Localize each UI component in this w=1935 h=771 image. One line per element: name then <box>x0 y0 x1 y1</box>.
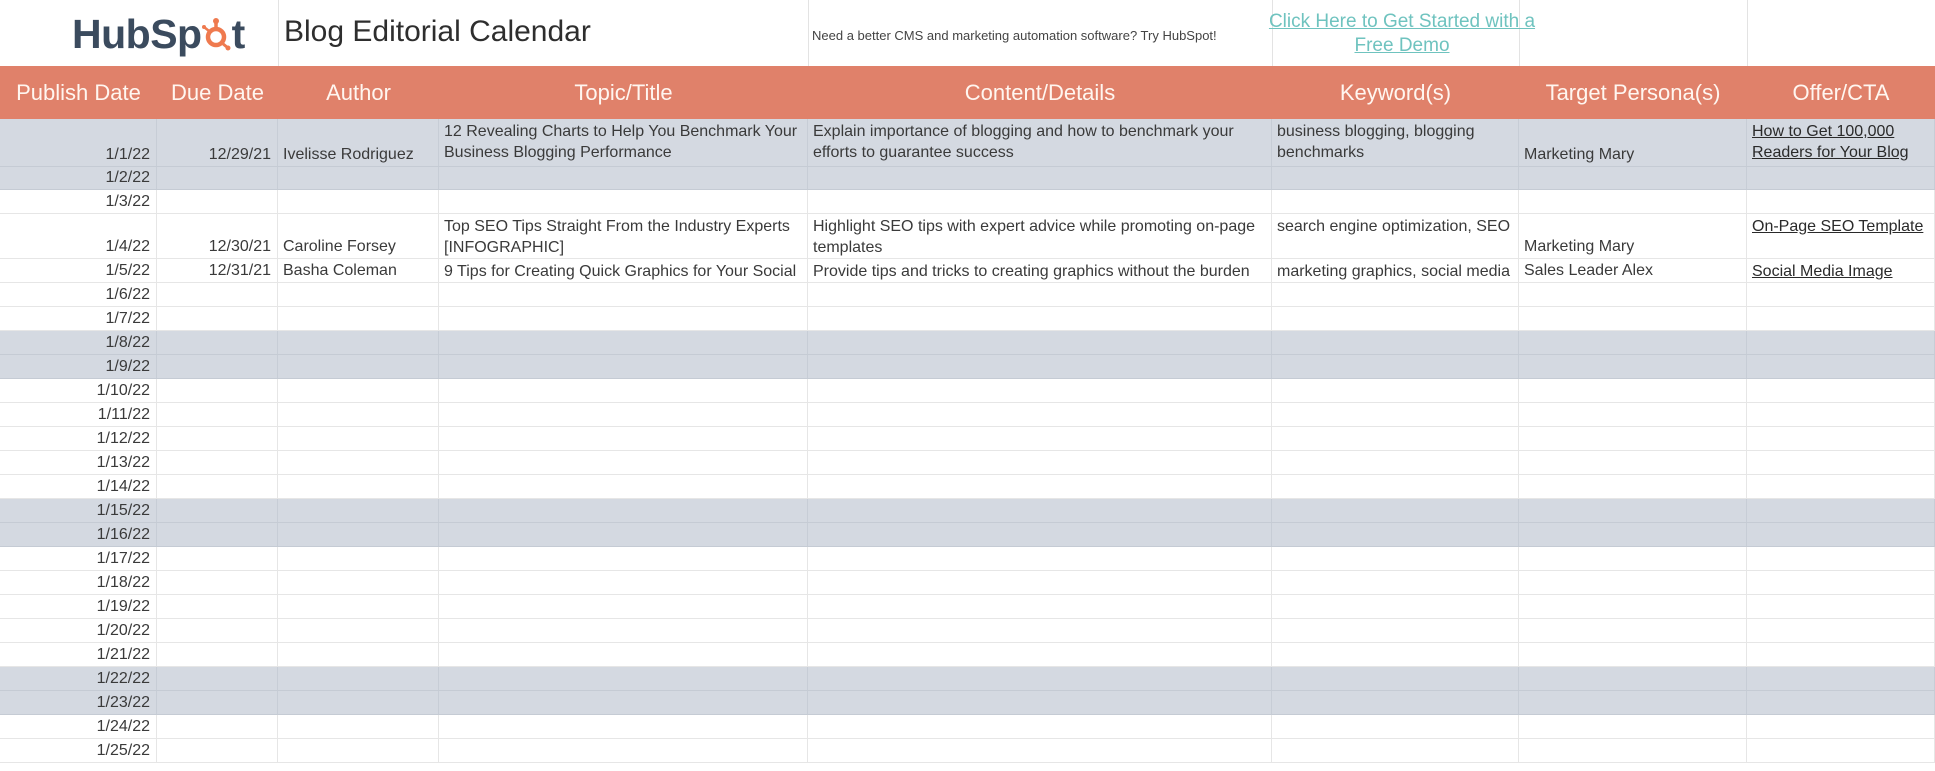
cell-due-date[interactable] <box>157 355 278 378</box>
cell-topic-title[interactable] <box>439 595 808 618</box>
cell-offer-cta[interactable] <box>1747 667 1935 690</box>
author-text: Ivelisse Rodriguez <box>283 146 414 163</box>
cell-content-details[interactable] <box>808 283 1272 306</box>
topic-title-text: 12 Revealing Charts to Help You Benchmark Your Business Blogging Performance <box>444 123 798 161</box>
publish-date-text: 1/16/22 <box>96 526 150 543</box>
cell-publish-date[interactable] <box>0 739 157 762</box>
cell-keywords[interactable] <box>1272 691 1519 714</box>
cell-target-persona[interactable] <box>1519 307 1747 330</box>
cell-content-details[interactable] <box>808 715 1272 738</box>
cell-topic-title[interactable] <box>439 451 808 474</box>
cell-publish-date[interactable] <box>0 167 157 189</box>
promo-text: Need a better CMS and marketing automation software? Try HubSpot! <box>812 28 1217 43</box>
cell-publish-date[interactable] <box>0 283 157 306</box>
cell-publish-date[interactable] <box>0 619 157 642</box>
cell-target-persona[interactable] <box>1519 571 1747 594</box>
content-details-text: Explain importance of blogging and how to benchmark your efforts to guarantee success <box>813 123 1234 161</box>
cell-publish-date[interactable] <box>0 715 157 738</box>
cell-publish-date[interactable] <box>0 307 157 330</box>
cell-keywords[interactable] <box>1272 643 1519 666</box>
cell-author[interactable] <box>278 475 439 498</box>
keywords-text: business blogging, blogging benchmarks <box>1277 123 1475 161</box>
cell-offer-cta[interactable] <box>1747 214 1935 258</box>
hubspot-logo <box>72 10 245 58</box>
publish-date-text: 1/2/22 <box>105 169 150 186</box>
publish-date-text: 1/12/22 <box>96 430 150 447</box>
cell-author[interactable] <box>278 523 439 546</box>
table-row <box>0 379 1935 403</box>
free-demo-link[interactable]: Click Here to Get Started with a Free Demo <box>1268 11 1536 56</box>
cell-target-persona[interactable] <box>1519 595 1747 618</box>
cell-keywords[interactable] <box>1272 307 1519 330</box>
cell-content-details[interactable] <box>808 595 1272 618</box>
cell-offer-cta[interactable] <box>1747 190 1935 213</box>
publish-date-text: 1/21/22 <box>96 646 150 663</box>
logo-text-part: t <box>231 11 245 57</box>
cell-publish-date[interactable] <box>0 571 157 594</box>
cell-topic-title[interactable] <box>439 214 808 258</box>
cell-due-date[interactable] <box>157 691 278 714</box>
publish-date-text: 1/18/22 <box>96 574 150 591</box>
cell-topic-title[interactable] <box>439 475 808 498</box>
cell-topic-title[interactable] <box>439 119 808 166</box>
cell-due-date[interactable] <box>157 331 278 354</box>
cell-topic-title[interactable] <box>439 619 808 642</box>
cell-target-persona[interactable] <box>1519 283 1747 306</box>
topic-title-text: Top SEO Tips Straight From the Industry Experts [INFOGRAPHIC] <box>444 218 790 256</box>
cell-keywords[interactable] <box>1272 451 1519 474</box>
cell-due-date[interactable] <box>157 619 278 642</box>
cell-keywords[interactable] <box>1272 119 1519 166</box>
cell-due-date[interactable] <box>157 667 278 690</box>
table-row <box>0 190 1935 214</box>
cell-author[interactable] <box>278 379 439 402</box>
cell-content-details[interactable] <box>808 331 1272 354</box>
cell-author[interactable] <box>278 403 439 426</box>
cell-publish-date[interactable] <box>0 691 157 714</box>
cell-due-date[interactable] <box>157 595 278 618</box>
cell-due-date[interactable] <box>157 523 278 546</box>
publish-date-text: 1/5/22 <box>105 262 150 279</box>
publish-date-text: 1/10/22 <box>96 382 150 399</box>
publish-date-text: 1/3/22 <box>105 193 150 210</box>
cell-content-details[interactable] <box>808 451 1272 474</box>
cell-keywords[interactable] <box>1272 214 1519 258</box>
cell-author[interactable] <box>278 331 439 354</box>
weekend-row <box>0 667 1935 691</box>
cell-due-date[interactable] <box>157 715 278 738</box>
cell-offer-cta[interactable] <box>1747 259 1935 282</box>
cell-keywords[interactable] <box>1272 523 1519 546</box>
table-row <box>0 715 1935 739</box>
cell-offer-cta[interactable] <box>1747 499 1935 522</box>
column-header-publish-date[interactable]: Publish Date <box>16 80 141 105</box>
cell-target-persona[interactable] <box>1519 331 1747 354</box>
column-divider <box>278 0 279 66</box>
cell-offer-cta[interactable] <box>1747 547 1935 570</box>
cell-offer-cta[interactable] <box>1747 283 1935 306</box>
cell-topic-title[interactable] <box>439 547 808 570</box>
publish-date-text: 1/22/22 <box>96 670 150 687</box>
cell-due-date[interactable] <box>157 214 278 258</box>
publish-date-text: 1/8/22 <box>105 334 150 351</box>
cell-author[interactable] <box>278 595 439 618</box>
cell-target-persona[interactable] <box>1519 499 1747 522</box>
table-row <box>0 571 1935 595</box>
cell-offer-cta[interactable] <box>1747 739 1935 762</box>
cell-offer-cta[interactable] <box>1747 523 1935 546</box>
cell-keywords[interactable] <box>1272 355 1519 378</box>
table-row <box>0 427 1935 451</box>
cell-due-date[interactable] <box>157 547 278 570</box>
publish-date-text: 1/24/22 <box>96 718 150 735</box>
due-date-text: 12/29/21 <box>208 146 271 163</box>
cell-offer-cta[interactable] <box>1747 595 1935 618</box>
cell-offer-cta[interactable] <box>1747 427 1935 450</box>
cell-offer-cta[interactable] <box>1747 355 1935 378</box>
table-row <box>0 619 1935 643</box>
cell-content-details[interactable] <box>808 523 1272 546</box>
offer-cta-text[interactable]: On-Page SEO Template <box>1752 218 1924 235</box>
cell-topic-title[interactable] <box>439 691 808 714</box>
table-row <box>0 739 1935 763</box>
cell-keywords[interactable] <box>1272 595 1519 618</box>
publish-date-text: 1/25/22 <box>96 742 150 759</box>
cell-content-details[interactable] <box>808 167 1272 189</box>
column-header-keywords[interactable]: Keyword(s) <box>1339 80 1452 105</box>
column-header-author[interactable]: Author <box>326 80 391 105</box>
publish-date-text: 1/11/22 <box>97 406 150 423</box>
cell-target-persona[interactable] <box>1519 259 1747 282</box>
cell-publish-date[interactable] <box>0 499 157 522</box>
cell-keywords[interactable] <box>1272 190 1519 213</box>
cell-topic-title[interactable] <box>439 355 808 378</box>
cell-publish-date[interactable] <box>0 214 157 258</box>
cell-author[interactable] <box>278 691 439 714</box>
table-row <box>0 547 1935 571</box>
cell-offer-cta[interactable] <box>1747 167 1935 189</box>
column-divider <box>1747 0 1748 66</box>
cell-keywords[interactable] <box>1272 283 1519 306</box>
cell-author[interactable] <box>278 643 439 666</box>
cell-due-date[interactable] <box>157 499 278 522</box>
cell-offer-cta[interactable] <box>1747 307 1935 330</box>
logo-text-part: HubSp <box>72 11 202 57</box>
cell-target-persona[interactable] <box>1519 475 1747 498</box>
cell-publish-date[interactable] <box>0 379 157 402</box>
cell-keywords[interactable] <box>1272 403 1519 426</box>
table-row <box>0 283 1935 307</box>
cell-author[interactable] <box>278 355 439 378</box>
cell-topic-title[interactable] <box>439 427 808 450</box>
due-date-text: 12/30/21 <box>208 238 271 255</box>
cell-due-date[interactable] <box>157 403 278 426</box>
content-details-text: Provide tips and tricks to creating graphics without the burden <box>813 263 1250 280</box>
cell-due-date[interactable] <box>157 451 278 474</box>
cell-content-details[interactable] <box>808 403 1272 426</box>
publish-date-text: 1/13/22 <box>96 454 150 471</box>
cell-offer-cta[interactable] <box>1747 119 1935 166</box>
cell-due-date[interactable] <box>157 427 278 450</box>
cell-publish-date[interactable] <box>0 547 157 570</box>
table-row <box>0 595 1935 619</box>
weekend-row <box>0 119 1935 167</box>
column-header-target-persona[interactable]: Target Persona(s) <box>1545 80 1721 105</box>
cell-content-details[interactable] <box>808 667 1272 690</box>
cell-target-persona[interactable] <box>1519 667 1747 690</box>
column-divider <box>808 0 809 66</box>
cell-target-persona[interactable] <box>1519 214 1747 258</box>
cell-topic-title[interactable] <box>439 643 808 666</box>
cell-offer-cta[interactable] <box>1747 691 1935 714</box>
cell-author[interactable] <box>278 547 439 570</box>
weekend-row <box>0 499 1935 523</box>
cell-offer-cta[interactable] <box>1747 571 1935 594</box>
cell-topic-title[interactable] <box>439 307 808 330</box>
publish-date-text: 1/20/22 <box>96 622 150 639</box>
weekend-row <box>0 691 1935 715</box>
table-row <box>0 451 1935 475</box>
publish-date-text: 1/15/22 <box>96 502 150 519</box>
cell-keywords[interactable] <box>1272 667 1519 690</box>
offer-cta-text[interactable]: Social Media Image <box>1752 263 1893 280</box>
publish-date-text: 1/19/22 <box>96 598 150 615</box>
cell-author[interactable] <box>278 190 439 213</box>
cell-author[interactable] <box>278 451 439 474</box>
cell-author[interactable] <box>278 499 439 522</box>
top-banner <box>0 0 1935 66</box>
cell-topic-title[interactable] <box>439 190 808 213</box>
cell-content-details[interactable] <box>808 739 1272 762</box>
cell-publish-date[interactable] <box>0 643 157 666</box>
offer-cta-text[interactable]: How to Get 100,000 Readers for Your Blog <box>1752 123 1909 161</box>
cell-content-details[interactable] <box>808 259 1272 282</box>
table-row <box>0 403 1935 427</box>
cell-due-date[interactable] <box>157 307 278 330</box>
column-header-content-details[interactable]: Content/Details <box>964 80 1116 105</box>
keywords-text: search engine optimization, SEO <box>1277 218 1511 235</box>
cell-author[interactable] <box>278 571 439 594</box>
cell-target-persona[interactable] <box>1519 619 1747 642</box>
cell-publish-date[interactable] <box>0 190 157 213</box>
cell-author[interactable] <box>278 283 439 306</box>
cell-topic-title[interactable] <box>439 739 808 762</box>
topic-title-text: 9 Tips for Creating Quick Graphics for Your Social <box>444 263 797 280</box>
cell-target-persona[interactable] <box>1519 715 1747 738</box>
cell-publish-date[interactable] <box>0 667 157 690</box>
cell-due-date[interactable] <box>157 739 278 762</box>
target-persona-text: Marketing Mary <box>1524 238 1635 255</box>
weekend-row <box>0 331 1935 355</box>
cell-publish-date[interactable] <box>0 475 157 498</box>
cell-content-details[interactable] <box>808 547 1272 570</box>
cell-keywords[interactable] <box>1272 475 1519 498</box>
cell-author[interactable] <box>278 667 439 690</box>
cell-topic-title[interactable] <box>439 667 808 690</box>
publish-date-text: 1/9/22 <box>105 358 150 375</box>
publish-date-text: 1/17/22 <box>96 550 150 567</box>
cell-offer-cta[interactable] <box>1747 619 1935 642</box>
cell-offer-cta[interactable] <box>1747 379 1935 402</box>
cell-topic-title[interactable] <box>439 715 808 738</box>
cell-publish-date[interactable] <box>0 403 157 426</box>
cell-content-details[interactable] <box>808 427 1272 450</box>
cell-content-details[interactable] <box>808 643 1272 666</box>
cell-content-details[interactable] <box>808 499 1272 522</box>
cell-content-details[interactable] <box>808 475 1272 498</box>
cell-keywords[interactable] <box>1272 499 1519 522</box>
page-title: Blog Editorial Calendar <box>284 15 591 48</box>
cell-target-persona[interactable] <box>1519 355 1747 378</box>
cell-content-details[interactable] <box>808 619 1272 642</box>
cell-due-date[interactable] <box>157 167 278 189</box>
publish-date-text: 1/1/22 <box>105 146 150 163</box>
cell-keywords[interactable] <box>1272 547 1519 570</box>
due-date-text: 12/31/21 <box>208 262 271 279</box>
cell-offer-cta[interactable] <box>1747 643 1935 666</box>
publish-date-text: 1/4/22 <box>105 238 150 255</box>
header-row <box>0 66 1935 119</box>
author-text: Basha Coleman <box>283 262 397 279</box>
cell-publish-date[interactable] <box>0 595 157 618</box>
cell-author[interactable] <box>278 427 439 450</box>
cell-target-persona[interactable] <box>1519 167 1747 189</box>
table-row <box>0 259 1935 283</box>
target-persona-text: Marketing Mary <box>1524 146 1635 163</box>
cell-content-details[interactable] <box>808 571 1272 594</box>
cell-target-persona[interactable] <box>1519 739 1747 762</box>
cell-publish-date[interactable] <box>0 259 157 282</box>
cell-publish-date[interactable] <box>0 451 157 474</box>
publish-date-text: 1/7/22 <box>105 310 150 327</box>
cell-target-persona[interactable] <box>1519 403 1747 426</box>
cell-due-date[interactable] <box>157 259 278 282</box>
cell-topic-title[interactable] <box>439 523 808 546</box>
target-persona-text: Sales Leader Alex <box>1524 262 1653 279</box>
cell-keywords[interactable] <box>1272 427 1519 450</box>
cell-topic-title[interactable] <box>439 571 808 594</box>
cell-due-date[interactable] <box>157 571 278 594</box>
cell-author[interactable] <box>278 167 439 189</box>
cell-target-persona[interactable] <box>1519 379 1747 402</box>
cell-publish-date[interactable] <box>0 523 157 546</box>
author-text: Caroline Forsey <box>283 238 396 255</box>
cell-keywords[interactable] <box>1272 167 1519 189</box>
cell-due-date[interactable] <box>157 190 278 213</box>
weekend-row <box>0 167 1935 190</box>
keywords-text: marketing graphics, social media <box>1277 263 1510 280</box>
weekend-row <box>0 523 1935 547</box>
cell-author[interactable] <box>278 259 439 282</box>
cell-target-persona[interactable] <box>1519 691 1747 714</box>
cell-keywords[interactable] <box>1272 259 1519 282</box>
cell-keywords[interactable] <box>1272 331 1519 354</box>
table-row <box>0 643 1935 667</box>
table-row <box>0 307 1935 331</box>
cell-keywords[interactable] <box>1272 739 1519 762</box>
cell-offer-cta[interactable] <box>1747 715 1935 738</box>
cell-topic-title[interactable] <box>439 403 808 426</box>
cell-offer-cta[interactable] <box>1747 451 1935 474</box>
cell-author[interactable] <box>278 214 439 258</box>
cell-target-persona[interactable] <box>1519 643 1747 666</box>
cell-publish-date[interactable] <box>0 119 157 166</box>
cell-publish-date[interactable] <box>0 331 157 354</box>
cell-topic-title[interactable] <box>439 499 808 522</box>
cell-due-date[interactable] <box>157 475 278 498</box>
cell-topic-title[interactable] <box>439 283 808 306</box>
cell-due-date[interactable] <box>157 643 278 666</box>
cell-content-details[interactable] <box>808 355 1272 378</box>
publish-date-text: 1/23/22 <box>96 694 150 711</box>
cell-author[interactable] <box>278 619 439 642</box>
cell-due-date[interactable] <box>157 379 278 402</box>
cell-target-persona[interactable] <box>1519 119 1747 166</box>
cell-topic-title[interactable] <box>439 167 808 189</box>
column-header-due-date[interactable]: Due Date <box>171 80 264 105</box>
cell-topic-title[interactable] <box>439 259 808 282</box>
cell-target-persona[interactable] <box>1519 427 1747 450</box>
cell-publish-date[interactable] <box>0 427 157 450</box>
cell-topic-title[interactable] <box>439 331 808 354</box>
content-details-text: Highlight SEO tips with expert advice while promoting on-page templates <box>813 218 1256 256</box>
table-row <box>0 475 1935 499</box>
cell-author[interactable] <box>278 739 439 762</box>
cell-content-details[interactable] <box>808 214 1272 258</box>
calendar-grid <box>0 119 1935 771</box>
cell-content-details[interactable] <box>808 190 1272 213</box>
table-row <box>0 214 1935 259</box>
cell-content-details[interactable] <box>808 307 1272 330</box>
publish-date-text: 1/14/22 <box>96 478 150 495</box>
column-header-offer-cta[interactable]: Offer/CTA <box>1792 80 1890 105</box>
cell-due-date[interactable] <box>157 283 278 306</box>
cell-offer-cta[interactable] <box>1747 475 1935 498</box>
cell-author[interactable] <box>278 307 439 330</box>
cell-publish-date[interactable] <box>0 355 157 378</box>
cell-due-date[interactable] <box>157 119 278 166</box>
cell-author[interactable] <box>278 715 439 738</box>
cell-offer-cta[interactable] <box>1747 403 1935 426</box>
cell-keywords[interactable] <box>1272 619 1519 642</box>
cell-content-details[interactable] <box>808 691 1272 714</box>
cell-content-details[interactable] <box>808 119 1272 166</box>
cell-author[interactable] <box>278 119 439 166</box>
cell-target-persona[interactable] <box>1519 451 1747 474</box>
column-header-topic-title[interactable]: Topic/Title <box>574 80 673 105</box>
cell-target-persona[interactable] <box>1519 523 1747 546</box>
weekend-row <box>0 355 1935 379</box>
cell-keywords[interactable] <box>1272 571 1519 594</box>
publish-date-text: 1/6/22 <box>105 286 150 303</box>
cell-target-persona[interactable] <box>1519 190 1747 213</box>
cell-target-persona[interactable] <box>1519 547 1747 570</box>
cell-content-details[interactable] <box>808 379 1272 402</box>
cell-keywords[interactable] <box>1272 715 1519 738</box>
cell-topic-title[interactable] <box>439 379 808 402</box>
cell-keywords[interactable] <box>1272 379 1519 402</box>
sprocket-icon <box>202 11 232 57</box>
cell-offer-cta[interactable] <box>1747 331 1935 354</box>
